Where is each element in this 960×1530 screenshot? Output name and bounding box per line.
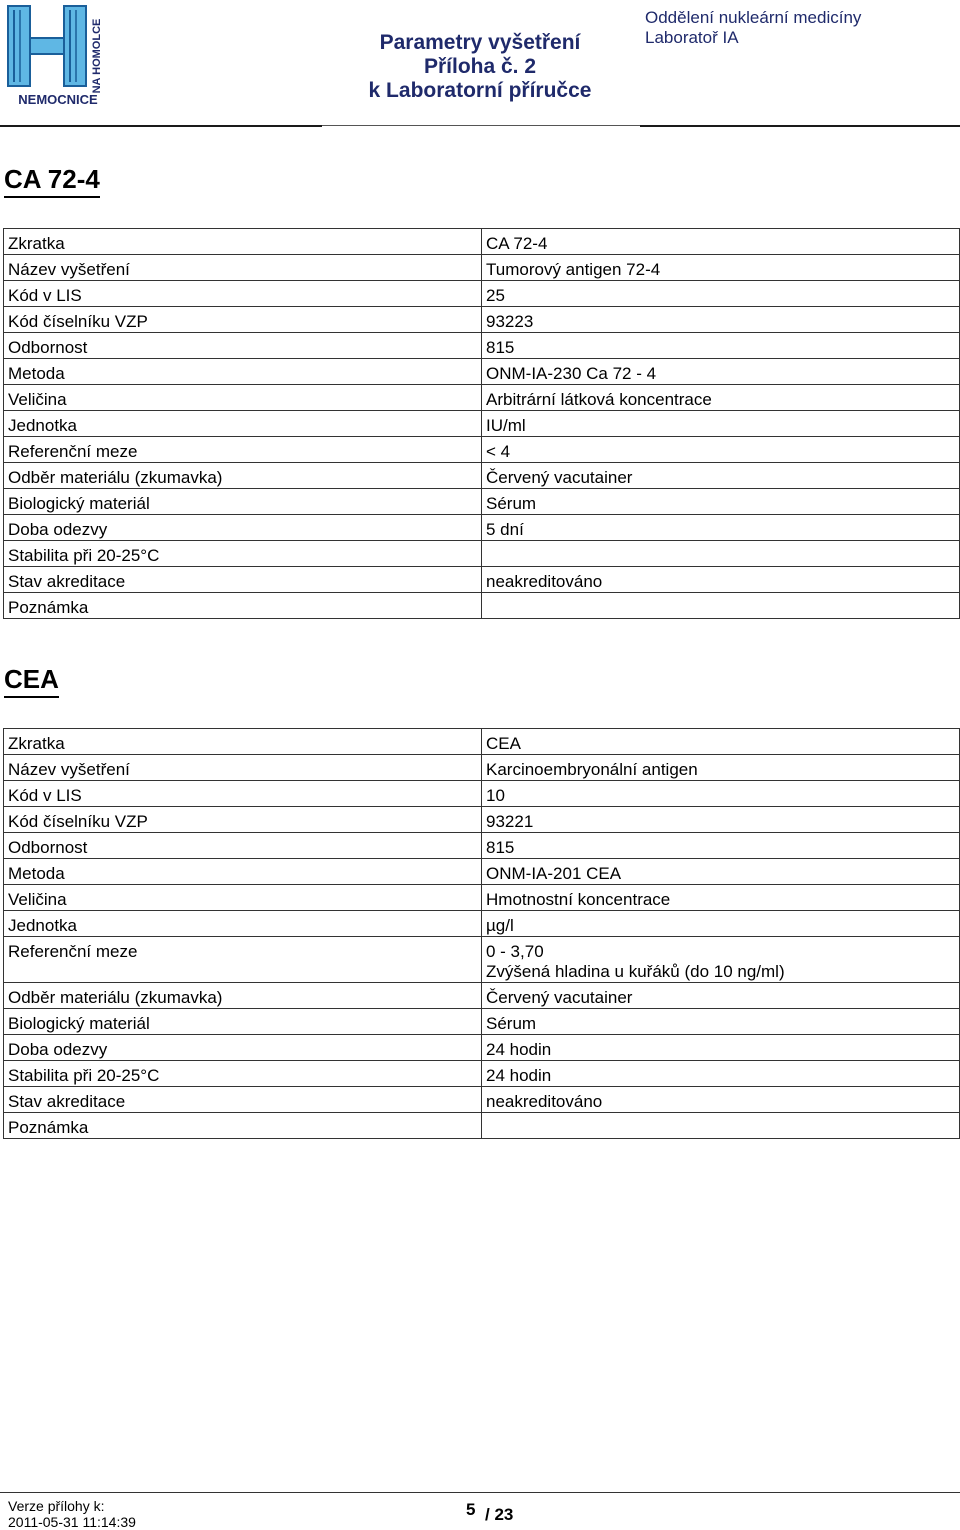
row-value: neakreditováno bbox=[482, 1087, 960, 1113]
department-name: Oddělení nukleární medicíny bbox=[645, 8, 862, 27]
row-value bbox=[482, 541, 960, 567]
table-row bbox=[4, 937, 960, 983]
row-label: Název vyšetření bbox=[4, 755, 482, 781]
row-label: Stav akreditace bbox=[4, 567, 482, 593]
table-row bbox=[4, 463, 960, 489]
version-date: 2011-05-31 11:14:39 bbox=[8, 1514, 136, 1530]
table-row bbox=[4, 1009, 960, 1035]
table-row bbox=[4, 781, 960, 807]
params-table bbox=[3, 728, 960, 1139]
row-label: Doba odezvy bbox=[4, 515, 482, 541]
lab-name: Laboratoř IA bbox=[645, 28, 739, 47]
row-label: Jednotka bbox=[4, 411, 482, 437]
row-label: Referenční meze bbox=[4, 437, 482, 463]
table-row bbox=[4, 359, 960, 385]
header-rule bbox=[640, 125, 960, 127]
row-value: Arbitrární látková koncentrace bbox=[482, 385, 960, 411]
row-label: Název vyšetření bbox=[4, 255, 482, 281]
table-row bbox=[4, 1035, 960, 1061]
department-info bbox=[645, 8, 861, 48]
row-label: Odběr materiálu (zkumavka) bbox=[4, 983, 482, 1009]
row-value: < 4 bbox=[482, 437, 960, 463]
row-label: Kód v LIS bbox=[4, 281, 482, 307]
row-value bbox=[482, 1113, 960, 1139]
row-value: 24 hodin bbox=[482, 1035, 960, 1061]
table-row bbox=[4, 437, 960, 463]
table-row bbox=[4, 411, 960, 437]
table-row bbox=[4, 515, 960, 541]
row-value: Sérum bbox=[482, 1009, 960, 1035]
row-label: Stabilita při 20-25°C bbox=[4, 541, 482, 567]
logo-bottom-text: NEMOCNICE bbox=[18, 92, 98, 107]
title-line-3: k Laboratorní příručce bbox=[368, 79, 592, 102]
row-value: µg/l bbox=[482, 911, 960, 937]
row-label: Odbornost bbox=[4, 333, 482, 359]
row-value: 815 bbox=[482, 333, 960, 359]
row-label: Veličina bbox=[4, 885, 482, 911]
table-row bbox=[4, 885, 960, 911]
row-value: ONM-IA-230 Ca 72 - 4 bbox=[482, 359, 960, 385]
row-label: Biologický materiál bbox=[4, 489, 482, 515]
table-row bbox=[4, 807, 960, 833]
table-row bbox=[4, 833, 960, 859]
table-row bbox=[4, 1061, 960, 1087]
row-label: Poznámka bbox=[4, 593, 482, 619]
row-value-line: Zvýšená hladina u kuřáků (do 10 ng/ml) bbox=[486, 962, 785, 981]
row-value: 93223 bbox=[482, 307, 960, 333]
row-value: IU/ml bbox=[482, 411, 960, 437]
logo-side-text: NA HOMOLCE bbox=[91, 18, 103, 94]
row-label: Veličina bbox=[4, 385, 482, 411]
table-row bbox=[4, 567, 960, 593]
table-row bbox=[4, 755, 960, 781]
table-row bbox=[4, 229, 960, 255]
params-table bbox=[3, 228, 960, 619]
row-value: Hmotnostní koncentrace bbox=[482, 885, 960, 911]
row-label: Odbornost bbox=[4, 833, 482, 859]
row-label: Biologický materiál bbox=[4, 1009, 482, 1035]
table-row bbox=[4, 729, 960, 755]
table-row bbox=[4, 1087, 960, 1113]
footer-version bbox=[8, 1498, 136, 1530]
row-label: Zkratka bbox=[4, 729, 482, 755]
row-label: Metoda bbox=[4, 359, 482, 385]
row-value: CA 72-4 bbox=[482, 229, 960, 255]
row-value: neakreditováno bbox=[482, 567, 960, 593]
title-line-1: Parametry vyšetření bbox=[379, 31, 581, 54]
section-title: CEA bbox=[4, 664, 59, 698]
row-value bbox=[482, 593, 960, 619]
footer-rule bbox=[0, 1492, 960, 1493]
section-title: CA 72-4 bbox=[4, 164, 100, 198]
row-label: Jednotka bbox=[4, 911, 482, 937]
row-label: Referenční meze bbox=[4, 937, 482, 983]
row-value: 93221 bbox=[482, 807, 960, 833]
table-row bbox=[4, 307, 960, 333]
table-row bbox=[4, 593, 960, 619]
version-label: Verze přílohy k: bbox=[8, 1498, 105, 1514]
row-value bbox=[482, 937, 960, 983]
title-line-2: Příloha č. 2 bbox=[423, 55, 537, 78]
row-value: CEA bbox=[482, 729, 960, 755]
header-rule bbox=[322, 125, 640, 126]
row-value: ONM-IA-201 CEA bbox=[482, 859, 960, 885]
row-label: Odběr materiálu (zkumavka) bbox=[4, 463, 482, 489]
table-row bbox=[4, 541, 960, 567]
table-row bbox=[4, 385, 960, 411]
table-row bbox=[4, 859, 960, 885]
row-label: Zkratka bbox=[4, 229, 482, 255]
hospital-logo bbox=[2, 2, 118, 108]
row-label: Metoda bbox=[4, 859, 482, 885]
header-rule bbox=[0, 125, 322, 127]
document-title bbox=[330, 31, 630, 103]
page-total: / 23 bbox=[485, 1505, 514, 1524]
row-value: Tumorový antigen 72-4 bbox=[482, 255, 960, 281]
table-row bbox=[4, 1113, 960, 1139]
row-value: Karcinoembryonální antigen bbox=[482, 755, 960, 781]
page-number: 5 bbox=[466, 1500, 476, 1519]
row-label: Doba odezvy bbox=[4, 1035, 482, 1061]
table-row bbox=[4, 911, 960, 937]
row-label: Kód číselníku VZP bbox=[4, 807, 482, 833]
table-row bbox=[4, 489, 960, 515]
table-row bbox=[4, 255, 960, 281]
row-value-line: 0 - 3,70 bbox=[486, 942, 544, 961]
row-label: Poznámka bbox=[4, 1113, 482, 1139]
row-label: Kód číselníku VZP bbox=[4, 307, 482, 333]
row-label: Stabilita při 20-25°C bbox=[4, 1061, 482, 1087]
table-row bbox=[4, 281, 960, 307]
row-value: 24 hodin bbox=[482, 1061, 960, 1087]
row-value: Červený vacutainer bbox=[482, 983, 960, 1009]
row-value: 25 bbox=[482, 281, 960, 307]
row-value: Červený vacutainer bbox=[482, 463, 960, 489]
table-row bbox=[4, 333, 960, 359]
row-value: 815 bbox=[482, 833, 960, 859]
row-label: Stav akreditace bbox=[4, 1087, 482, 1113]
row-value: 10 bbox=[482, 781, 960, 807]
row-label: Kód v LIS bbox=[4, 781, 482, 807]
row-value: 5 dní bbox=[482, 515, 960, 541]
row-value: Sérum bbox=[482, 489, 960, 515]
table-row bbox=[4, 983, 960, 1009]
